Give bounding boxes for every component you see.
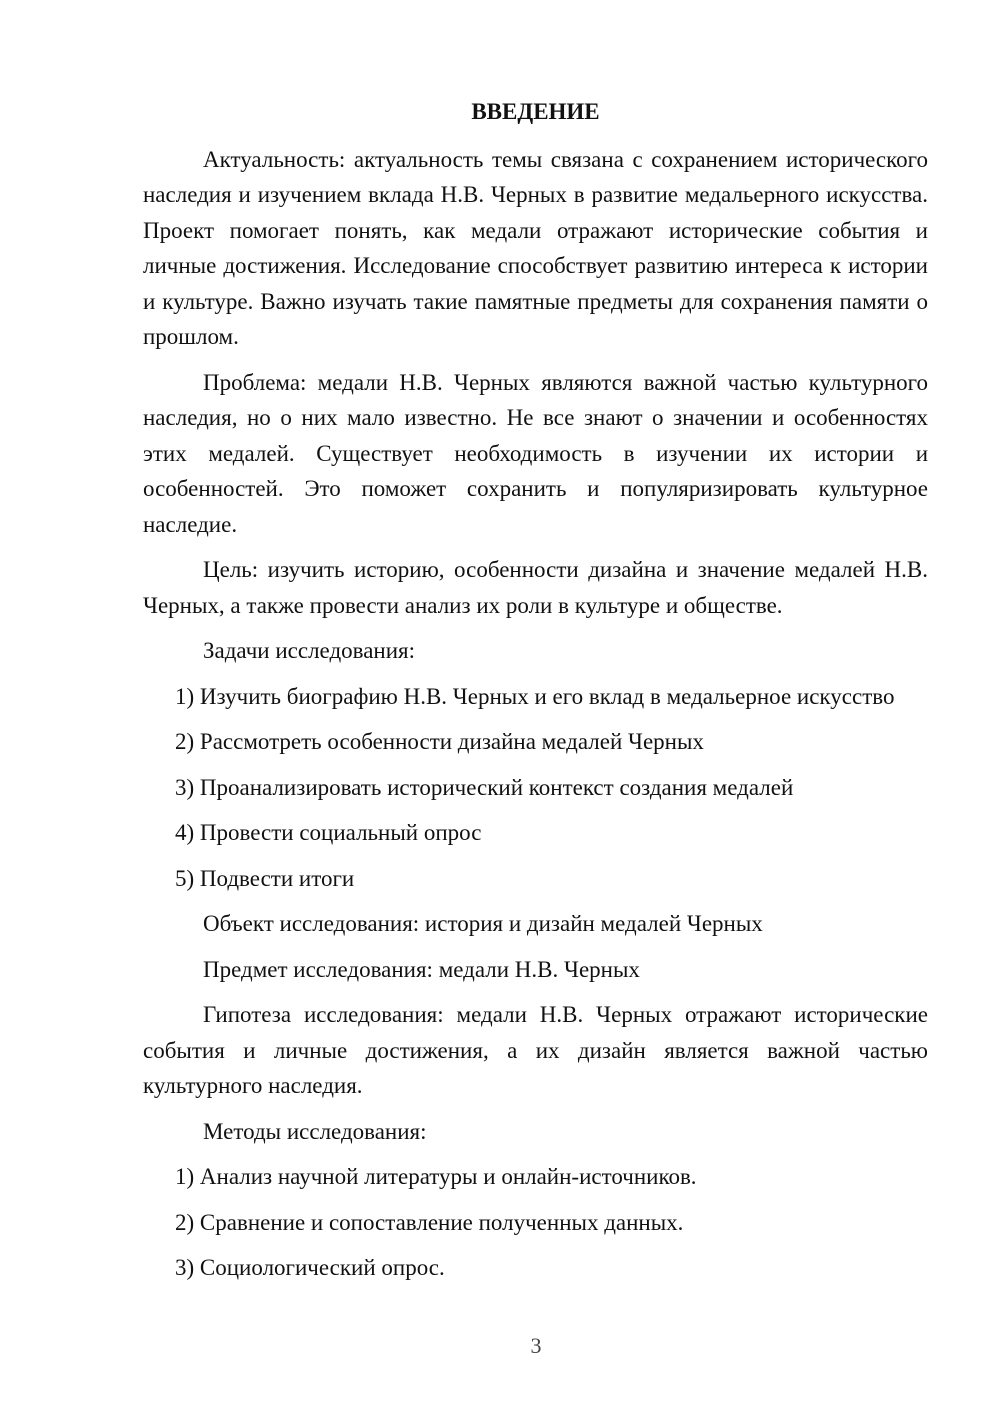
method-item: 3) Социологический опрос. [175, 1255, 445, 1280]
method-item: 1) Анализ научной литературы и онлайн-источников. [175, 1164, 697, 1189]
page-number: 3 [530, 1333, 542, 1358]
task-item: 2) Рассмотреть особенности дизайна медалей Черных [175, 729, 704, 754]
methods-heading: Методы исследования: [203, 1118, 427, 1144]
task-item: 5) Подвести итоги [175, 865, 355, 891]
problem-paragraph: Проблема: медали Н.В. Черных являются важной частью культурного наследия, но о них мало известно. Не все знают о значении и особенностях этих медалей. Существует необходимость в изучении их истории и особенностей. Это поможет сохранить и популяризировать культурное наследие. [143, 369, 928, 537]
goal-paragraph: Цель: изучить историю, особенности дизайна и значение медалей Н.В. Черных, а также провести анализ их роли в культуре и обществе. [143, 557, 928, 618]
subject-line: Предмет исследования: медали Н.В. Черных [203, 956, 640, 982]
relevance-paragraph: Актуальность: актуальность темы связана с сохранением исторического наследия и изучением вклада Н.В. Черных в развитие медальерного искусства. Проект помогает понять, как медали отражают исторические события и личные достижения. Исследование способствует развитию интереса к истории и культуре. Важно изучать такие памятные предметы для сохранения памяти о прошлом. [143, 146, 928, 349]
task-item: 1) Изучить биографию Н.В. Черных и его вклад в медальерное искусство [175, 683, 895, 709]
tasks-heading: Задачи исследования: [203, 638, 416, 663]
section-heading: ВВЕДЕНИЕ [471, 99, 600, 124]
page-content [143, 94, 928, 1296]
hypothesis-paragraph: Гипотеза исследования: медали Н.В. Черных отражают исторические события и личные достижения, а их дизайн является важной частью культурного наследия. [143, 1002, 928, 1098]
method-item: 2) Сравнение и сопоставление полученных данных. [175, 1209, 684, 1235]
object-line: Объект исследования: история и дизайн медалей Черных [203, 911, 763, 936]
task-item: 4) Провести социальный опрос [175, 820, 482, 845]
task-item: 3) Проанализировать исторический контекст создания медалей [175, 774, 794, 800]
